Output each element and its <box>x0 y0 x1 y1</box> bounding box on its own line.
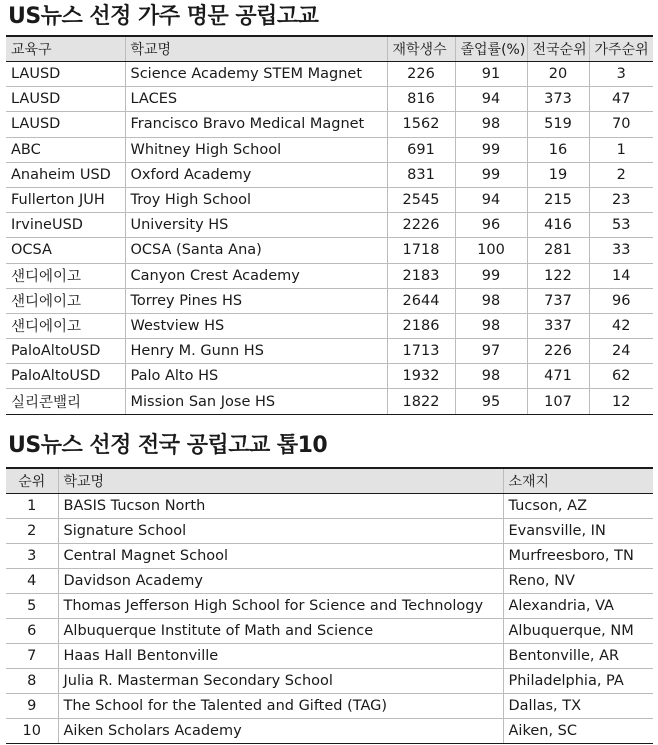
table-cell: 91 <box>455 62 527 87</box>
table-cell: Anaheim USD <box>6 162 125 187</box>
table-cell: 1932 <box>387 364 455 389</box>
table-cell: 1822 <box>387 389 455 414</box>
table-cell: 1718 <box>387 238 455 263</box>
table-row <box>6 263 653 288</box>
table1-header-row <box>6 36 653 62</box>
table-cell: 2 <box>589 162 653 187</box>
table-cell: 2186 <box>387 313 455 338</box>
table-cell: Oxford Academy <box>125 162 387 187</box>
table2-title: US뉴스 선정 전국 공립고교 톱10 <box>8 433 328 458</box>
table-cell: Central Magnet School <box>58 544 503 569</box>
table-row <box>6 669 653 694</box>
table-cell: Torrey Pines HS <box>125 288 387 313</box>
table-row <box>6 519 653 544</box>
table1-body <box>6 62 653 415</box>
table-cell: 5 <box>6 594 58 619</box>
table-cell: Aiken Scholars Academy <box>58 719 503 744</box>
table-row <box>6 569 653 594</box>
table-row <box>6 213 653 238</box>
table-row <box>6 494 653 519</box>
table-cell: LAUSD <box>6 87 125 112</box>
table1-title: US뉴스 선정 가주 명문 공립고교 <box>8 4 319 29</box>
table-cell: OCSA (Santa Ana) <box>125 238 387 263</box>
table-cell: 샌디에이고 <box>6 313 125 338</box>
table-cell: 1562 <box>387 112 455 137</box>
column-header: 전국순위 <box>527 36 589 62</box>
table-cell: 2226 <box>387 213 455 238</box>
table-cell: 94 <box>455 87 527 112</box>
table-cell: 16 <box>527 137 589 162</box>
table-cell: 실리콘밸리 <box>6 389 125 414</box>
table-cell: 6 <box>6 619 58 644</box>
table-cell: Aiken, SC <box>503 719 653 744</box>
table-cell: 99 <box>455 162 527 187</box>
column-header: 학교명 <box>125 36 387 62</box>
table-cell: 1713 <box>387 339 455 364</box>
table-row <box>6 694 653 719</box>
table-cell: 9 <box>6 694 58 719</box>
column-header: 학교명 <box>58 468 503 494</box>
table-cell: 70 <box>589 112 653 137</box>
table-cell: The School for the Talented and Gifted (TAG) <box>58 694 503 719</box>
table-cell: 816 <box>387 87 455 112</box>
table-cell: 691 <box>387 137 455 162</box>
table-cell: 14 <box>589 263 653 288</box>
table2-header-row <box>6 468 653 494</box>
table-cell: Philadelphia, PA <box>503 669 653 694</box>
table-row <box>6 87 653 112</box>
table-cell: 3 <box>589 62 653 87</box>
table-cell: 737 <box>527 288 589 313</box>
table-cell: 95 <box>455 389 527 414</box>
table-row <box>6 644 653 669</box>
table-cell: 519 <box>527 112 589 137</box>
table-cell: 98 <box>455 313 527 338</box>
table-row <box>6 339 653 364</box>
table-row <box>6 238 653 263</box>
table-cell: University HS <box>125 213 387 238</box>
table-cell: 97 <box>455 339 527 364</box>
table-cell: 10 <box>6 719 58 744</box>
table-cell: 99 <box>455 263 527 288</box>
table-cell: Dallas, TX <box>503 694 653 719</box>
column-header: 순위 <box>6 468 58 494</box>
table-cell: Davidson Academy <box>58 569 503 594</box>
table-row <box>6 719 653 744</box>
column-header: 교육구 <box>6 36 125 62</box>
table-cell: Bentonville, AR <box>503 644 653 669</box>
table-row <box>6 313 653 338</box>
table-cell: 831 <box>387 162 455 187</box>
column-header: 졸업률(%) <box>455 36 527 62</box>
table-cell: 416 <box>527 213 589 238</box>
table-cell: 98 <box>455 288 527 313</box>
table2-body <box>6 494 653 744</box>
table-cell: 12 <box>589 389 653 414</box>
table-cell: Westview HS <box>125 313 387 338</box>
table-cell: 107 <box>527 389 589 414</box>
table-cell: 373 <box>527 87 589 112</box>
table-row <box>6 544 653 569</box>
table-cell: 98 <box>455 364 527 389</box>
table-cell: 42 <box>589 313 653 338</box>
table-cell: 53 <box>589 213 653 238</box>
table-cell: 7 <box>6 644 58 669</box>
table-row <box>6 62 653 87</box>
table-row <box>6 288 653 313</box>
table-cell: 100 <box>455 238 527 263</box>
table-row <box>6 187 653 212</box>
table-cell: 96 <box>589 288 653 313</box>
table-row <box>6 594 653 619</box>
national-top10-table <box>6 467 653 744</box>
table-cell: 24 <box>589 339 653 364</box>
california-schools-table <box>6 35 653 415</box>
column-header: 소재지 <box>503 468 653 494</box>
table-cell: 33 <box>589 238 653 263</box>
table-cell: Mission San Jose HS <box>125 389 387 414</box>
table-cell: 4 <box>6 569 58 594</box>
table-cell: Reno, NV <box>503 569 653 594</box>
table-cell: 2644 <box>387 288 455 313</box>
table-cell: Alexandria, VA <box>503 594 653 619</box>
table-cell: 215 <box>527 187 589 212</box>
table-cell: 2 <box>6 519 58 544</box>
table-cell: Murfreesboro, TN <box>503 544 653 569</box>
table-cell: 122 <box>527 263 589 288</box>
table-row <box>6 162 653 187</box>
table-cell: 47 <box>589 87 653 112</box>
table-cell: Albuquerque, NM <box>503 619 653 644</box>
table-cell: 샌디에이고 <box>6 263 125 288</box>
table-cell: Science Academy STEM Magnet <box>125 62 387 87</box>
table-cell: Thomas Jefferson High School for Science and Technology <box>58 594 503 619</box>
table-cell: 226 <box>527 339 589 364</box>
table-cell: Canyon Crest Academy <box>125 263 387 288</box>
table-cell: 98 <box>455 112 527 137</box>
table-cell: 99 <box>455 137 527 162</box>
table-cell: OCSA <box>6 238 125 263</box>
table-cell: Francisco Bravo Medical Magnet <box>125 112 387 137</box>
table-cell: 1 <box>589 137 653 162</box>
table-row <box>6 389 653 414</box>
table-cell: Fullerton JUH <box>6 187 125 212</box>
table-cell: 337 <box>527 313 589 338</box>
table-cell: 19 <box>527 162 589 187</box>
table-row <box>6 112 653 137</box>
table-cell: Troy High School <box>125 187 387 212</box>
table-cell: 3 <box>6 544 58 569</box>
table-cell: ABC <box>6 137 125 162</box>
table-cell: LAUSD <box>6 62 125 87</box>
table-cell: 281 <box>527 238 589 263</box>
table-row <box>6 364 653 389</box>
table-cell: 226 <box>387 62 455 87</box>
column-header: 가주순위 <box>589 36 653 62</box>
table-cell: 96 <box>455 213 527 238</box>
table-cell: LAUSD <box>6 112 125 137</box>
table-cell: Evansville, IN <box>503 519 653 544</box>
table-cell: 2545 <box>387 187 455 212</box>
table-cell: 23 <box>589 187 653 212</box>
table-cell: PaloAltoUSD <box>6 339 125 364</box>
table-cell: 20 <box>527 62 589 87</box>
table-cell: BASIS Tucson North <box>58 494 503 519</box>
table-cell: LACES <box>125 87 387 112</box>
table-cell: Henry M. Gunn HS <box>125 339 387 364</box>
table-cell: 2183 <box>387 263 455 288</box>
table-cell: Julia R. Masterman Secondary School <box>58 669 503 694</box>
table-cell: 샌디에이고 <box>6 288 125 313</box>
table-cell: Signature School <box>58 519 503 544</box>
table-row <box>6 137 653 162</box>
table-row <box>6 619 653 644</box>
table-cell: Haas Hall Bentonville <box>58 644 503 669</box>
table-cell: Albuquerque Institute of Math and Science <box>58 619 503 644</box>
table-cell: Whitney High School <box>125 137 387 162</box>
table-cell: 94 <box>455 187 527 212</box>
column-header: 재학생수 <box>387 36 455 62</box>
table-cell: IrvineUSD <box>6 213 125 238</box>
table-cell: Tucson, AZ <box>503 494 653 519</box>
table-cell: 8 <box>6 669 58 694</box>
table-cell: Palo Alto HS <box>125 364 387 389</box>
table-cell: 471 <box>527 364 589 389</box>
table-cell: PaloAltoUSD <box>6 364 125 389</box>
table-cell: 62 <box>589 364 653 389</box>
table-cell: 1 <box>6 494 58 519</box>
